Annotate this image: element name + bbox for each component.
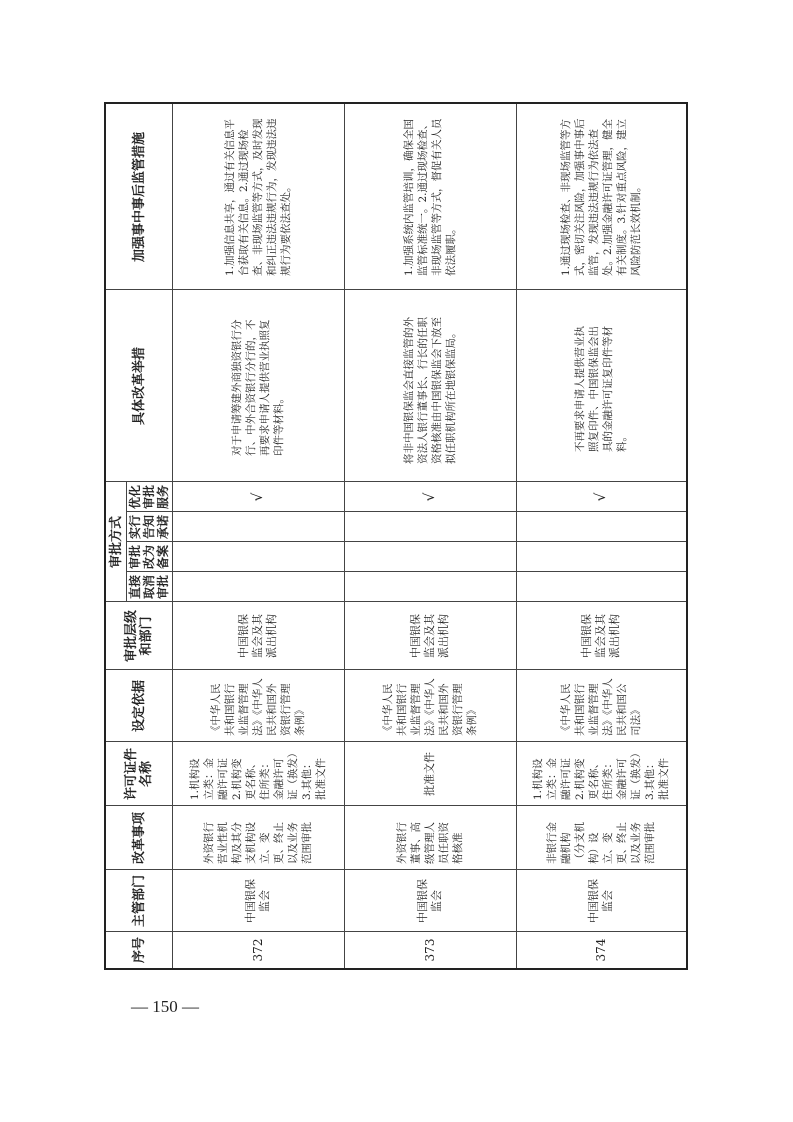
- row-check-optimize: √: [250, 492, 266, 502]
- row-check-optimize: √: [593, 492, 609, 502]
- header-method-filing: 审批改为备案: [128, 545, 170, 570]
- row-measures: 不再要求申请人提供营业执照复印件、中国银保监会出具的金融许可证复印件等材料。: [574, 326, 628, 452]
- col-line: [126, 541, 686, 542]
- header-method-optimize: 优化审批服务: [128, 485, 170, 510]
- header-method-notify: 实行告知承诺: [128, 515, 170, 540]
- row-level: 中国银保监会及其派出机构: [237, 614, 278, 658]
- header-item: 改革事项: [131, 812, 147, 865]
- header-supervision: 加强事中事后监管措施: [131, 132, 147, 263]
- header-measures: 具体改革举措: [131, 347, 147, 426]
- row-supervision: 1.加强系统内监管培训，确保全国监管标准统一。2.通过现场检查、非现场监管等方式，督促有关人员依法履职。: [403, 118, 457, 276]
- page-number: — 150 —: [131, 997, 199, 1016]
- header-dept: 主管部门: [131, 875, 147, 928]
- row-license: 1.机构设立类：金融许可证 2.机构变更名称、住所类：金融许可证（换发）3.其他：批准文件: [532, 752, 670, 800]
- row-check-optimize: √: [422, 492, 438, 502]
- row-license: 1.机构设立类：金融许可证 2.机构变更名称、住所类：金融许可证（换发）3.其他：批准文件: [189, 752, 327, 800]
- row-supervision: 1.通过现场检查、非现场监管等方式，密切关注风险，加强事中事后监管，发现违法违规行为依法查处。2.加强金融许可证管理，健全有关制度。3.针对重点风险，建立风险防范长效机制。: [560, 118, 642, 276]
- header-method-cancel: 直接取消审批: [128, 575, 170, 600]
- row-supervision: 1.加强信息共享，通过有关信息平台获取有关信息。2.通过现场检查、非现场监管等方式，及时发现和纠正违法违规行为，发现违法违规行为要依法查处。: [224, 118, 292, 276]
- approval-reform-table: [104, 102, 688, 970]
- row-level: 中国银保监会及其派出机构: [580, 614, 621, 658]
- row-dept: 中国银保监会: [244, 879, 271, 923]
- row-item: 外资银行营业性机构及其分支机构设立、变更、终止以及业务范围审批: [203, 822, 313, 864]
- row-basis: 《中华人民共和国银行业监督管理法》《中华人民共和国外资银行管理条例》: [210, 678, 306, 736]
- header-level: 审批层级和部门: [124, 610, 154, 663]
- row-seq: 372: [251, 938, 265, 962]
- row-basis: 《中华人民共和国银行业监督管理法》《中华人民共和国外资银行管理条例》: [382, 678, 478, 736]
- header-method-group: 审批方式: [108, 516, 124, 569]
- header-basis: 设定依据: [131, 680, 147, 733]
- row-dept: 中国银保监会: [587, 879, 614, 923]
- header-seq: 序号: [131, 937, 147, 964]
- row-dept: 中国银保监会: [416, 879, 443, 923]
- row-measures: 对于申请筹建外商独资银行分行、中外合资银行分行的，不再要求申请人提供营业执照复印件等材料。: [231, 319, 285, 456]
- row-seq: 373: [423, 938, 437, 962]
- row-license: 批准文件: [423, 752, 436, 796]
- header-license: 许可证件名称: [124, 747, 154, 800]
- row-item: 非银行金融机构（分支机构）设立、变更、终止以及业务范围审批: [546, 822, 656, 864]
- row-item: 外资银行董事、高级管理人员任职资格核准: [396, 822, 464, 864]
- row-measures: 将非中国银保监会直接监管的外资法人银行董事长、行长的任职资格核准由中国银保监会下放至拟任职机构所在地银保监局。: [403, 317, 457, 464]
- col-line: [126, 571, 686, 572]
- row-level: 中国银保监会及其派出机构: [409, 614, 450, 658]
- row-basis: 《中华人民共和国银行业监督管理法》《中华人民共和国公司法》: [560, 678, 642, 736]
- row-seq: 374: [594, 938, 608, 962]
